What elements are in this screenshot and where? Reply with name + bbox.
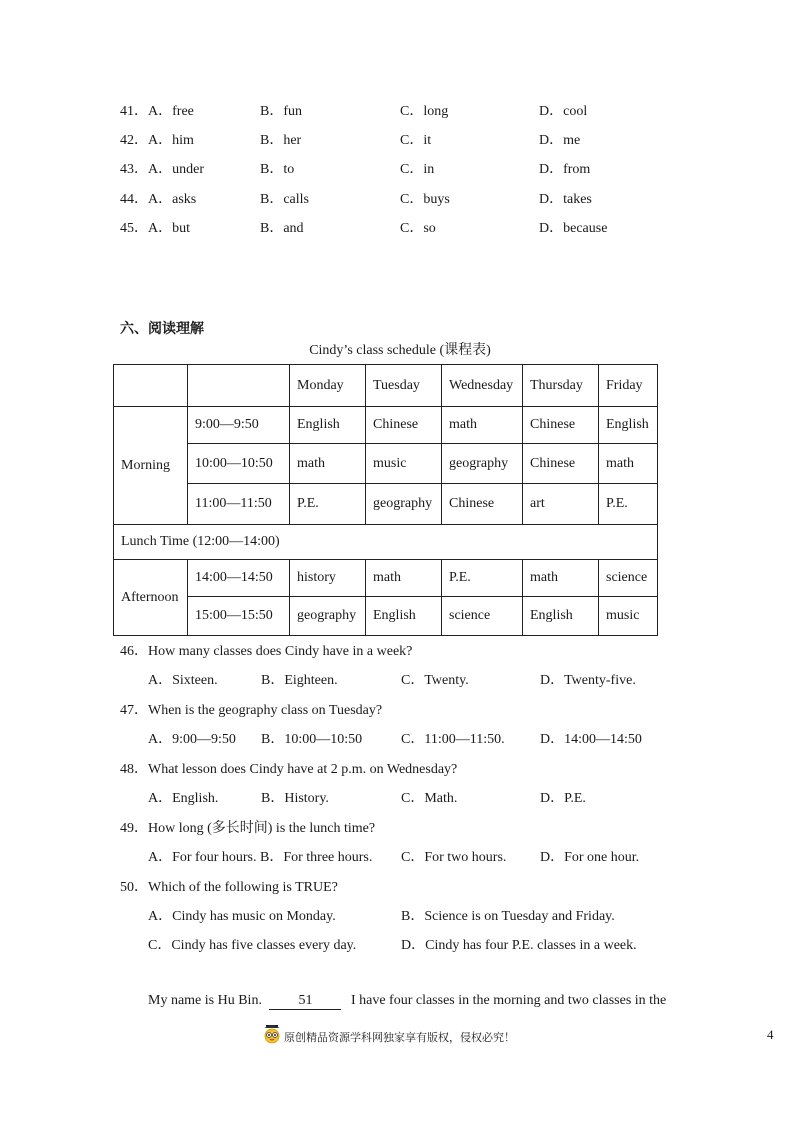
- class-cell: P.E.: [290, 484, 366, 525]
- footer: [262, 1024, 515, 1049]
- header-day: Tuesday: [366, 365, 442, 407]
- class-cell: math: [366, 560, 442, 597]
- class-cell: history: [290, 560, 366, 597]
- mc-45-a: 45．A．but: [120, 221, 191, 236]
- option-46-c: C．Twenty.: [401, 673, 469, 688]
- class-cell: math: [599, 444, 658, 484]
- option-49-ab: A．For four hours. B．For three hours.: [148, 850, 373, 865]
- page-number: 4: [767, 1027, 774, 1042]
- mc-row-41: [120, 100, 680, 120]
- option-48-b: B．History.: [261, 791, 329, 806]
- mc-45-b: B．and: [260, 221, 304, 236]
- table-row: [114, 444, 658, 484]
- mc-42-a: 42．A．him: [120, 133, 194, 148]
- mc-44-a: 44．A．asks: [120, 192, 197, 207]
- class-cell: English: [366, 597, 442, 636]
- option-48-a: A．English.: [148, 791, 219, 806]
- option-47-d: D．14:00—14:50: [540, 732, 642, 747]
- table-row: [114, 597, 658, 636]
- option-46-b: B．Eighteen.: [261, 673, 338, 688]
- blank-51: 51: [269, 993, 341, 1010]
- class-cell: Chinese: [442, 484, 523, 525]
- class-cell: Chinese: [523, 407, 599, 444]
- lunch-time-cell: Lunch Time (12:00—14:00): [114, 525, 658, 560]
- mc-42-b: B．her: [260, 133, 302, 148]
- time-cell: 15:00—15:50: [188, 597, 290, 636]
- option-50-c: C．Cindy has five classes every day.: [148, 938, 357, 953]
- class-cell: English: [523, 597, 599, 636]
- option-47-c: C．11:00—11:50.: [401, 732, 505, 747]
- mc-44-c: C．buys: [400, 192, 450, 207]
- header-day: Friday: [599, 365, 658, 407]
- class-cell: geography: [290, 597, 366, 636]
- morning-label: Morning: [114, 407, 188, 525]
- time-cell: 10:00—10:50: [188, 444, 290, 484]
- class-cell: geography: [366, 484, 442, 525]
- question-49: 49．How long (多长时间) is the lunch time?: [120, 821, 376, 836]
- class-cell: English: [290, 407, 366, 444]
- class-cell: geography: [442, 444, 523, 484]
- header-day: Thursday: [523, 365, 599, 407]
- option-47-a: A．9:00—9:50: [148, 732, 236, 747]
- header-empty-cell: [114, 365, 188, 407]
- table-row: [114, 484, 658, 525]
- option-50-a: A．Cindy has music on Monday.: [148, 909, 336, 924]
- mc-row-43: [120, 158, 680, 178]
- class-schedule-table: [113, 364, 658, 636]
- option-48-d: D．P.E.: [540, 791, 586, 806]
- table-row: [114, 407, 658, 444]
- class-cell: Chinese: [523, 444, 599, 484]
- mc-42-d: D．me: [539, 133, 581, 148]
- time-cell: 9:00—9:50: [188, 407, 290, 444]
- question-50: 50．Which of the following is TRUE?: [120, 880, 338, 895]
- mc-44-d: D．takes: [539, 192, 592, 207]
- mc-41-d: D．cool: [539, 104, 588, 119]
- mc-43-b: B．to: [260, 162, 295, 177]
- class-cell: music: [599, 597, 658, 636]
- option-48-c: C．Math.: [401, 791, 458, 806]
- mc-43-a: 43．A．under: [120, 162, 205, 177]
- mc-41-c: C．long: [400, 104, 449, 119]
- header-time-cell: [188, 365, 290, 407]
- mc-42-c: C．it: [400, 133, 432, 148]
- table-row: [114, 560, 658, 597]
- table-header-row: [114, 365, 658, 407]
- mc-41-b: B．fun: [260, 104, 302, 119]
- mc-44-b: B．calls: [260, 192, 309, 207]
- option-49-d: D．For one hour.: [540, 850, 640, 865]
- schedule-caption: Cindy’s class schedule (课程表): [309, 343, 491, 358]
- passage-text-after: I have four classes in the morning and two classes in the: [350, 993, 667, 1008]
- copyright-notice: 原创精品资源学科网独家享有版权，侵权必究！: [284, 1030, 515, 1044]
- mc-43-c: C．in: [400, 162, 435, 177]
- mc-row-44: [120, 188, 680, 208]
- option-46-a: A．Sixteen.: [148, 673, 218, 688]
- mc-45-c: C．so: [400, 221, 436, 236]
- class-cell: Chinese: [366, 407, 442, 444]
- afternoon-label: Afternoon: [114, 560, 188, 636]
- lunch-row: [114, 525, 658, 560]
- option-50-b: B．Science is on Tuesday and Friday.: [401, 909, 615, 924]
- time-cell: 14:00—14:50: [188, 560, 290, 597]
- class-cell: science: [599, 560, 658, 597]
- header-day: Monday: [290, 365, 366, 407]
- class-cell: P.E.: [599, 484, 658, 525]
- class-cell: science: [442, 597, 523, 636]
- section-title: 六、阅读理解: [120, 321, 204, 337]
- question-48: 48．What lesson does Cindy have at 2 p.m. on Wednesday?: [120, 762, 458, 777]
- class-cell: English: [599, 407, 658, 444]
- option-49-c: C．For two hours.: [401, 850, 507, 865]
- owl-mascot-icon: [262, 1024, 282, 1049]
- mc-row-42: [120, 129, 680, 149]
- passage-text-before: My name is Hu Bin.: [148, 993, 262, 1008]
- option-50-d: D．Cindy has four P.E. classes in a week.: [401, 938, 637, 953]
- class-cell: art: [523, 484, 599, 525]
- question-46: 46．How many classes does Cindy have in a week?: [120, 644, 413, 659]
- time-cell: 11:00—11:50: [188, 484, 290, 525]
- option-47-b: B．10:00—10:50: [261, 732, 363, 747]
- header-day: Wednesday: [442, 365, 523, 407]
- option-46-d: D．Twenty-five.: [540, 673, 636, 688]
- question-47: 47．When is the geography class on Tuesday?: [120, 703, 383, 718]
- class-cell: P.E.: [442, 560, 523, 597]
- mc-row-45: [120, 217, 680, 237]
- class-cell: math: [290, 444, 366, 484]
- class-cell: math: [523, 560, 599, 597]
- class-cell: music: [366, 444, 442, 484]
- class-cell: math: [442, 407, 523, 444]
- mc-43-d: D．from: [539, 162, 591, 177]
- passage-line: [148, 993, 666, 1010]
- mc-41-a: 41．A．free: [120, 104, 194, 119]
- mc-45-d: D．because: [539, 221, 608, 236]
